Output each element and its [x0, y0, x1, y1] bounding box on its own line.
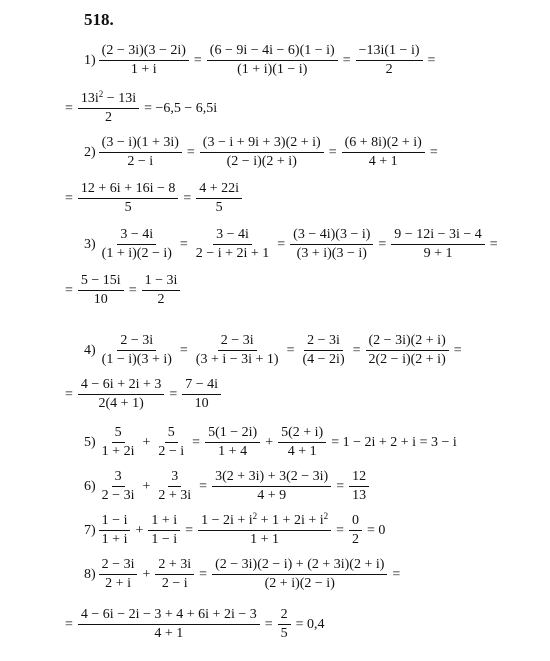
- solution-line: [84, 558, 403, 591]
- denominator: (1 + i)(1 − i): [237, 62, 308, 77]
- numerator: 7 − 4i: [182, 378, 221, 395]
- denominator: 5: [124, 200, 132, 215]
- expression-text: =: [429, 144, 438, 160]
- denominator: 9 + 1: [423, 246, 453, 261]
- fraction: [99, 334, 175, 367]
- fraction: [99, 426, 138, 459]
- expression-text: =: [336, 522, 345, 538]
- solution-line: [62, 182, 244, 215]
- expression-text: =: [277, 236, 286, 252]
- expression-text: +: [135, 522, 144, 538]
- numerator: 4 − 6i − 2i − 3 + 4 + 6i + 2i − 3: [78, 608, 260, 625]
- denominator: 2 + 3i: [158, 488, 192, 503]
- numerator: 2 − 3i: [117, 334, 156, 351]
- expression-text: =: [65, 282, 73, 298]
- expression-text: = −6,5 − 6,5i: [144, 100, 218, 116]
- denominator: (3 + i − 3i + 1): [195, 352, 279, 367]
- expression-text: =: [128, 282, 137, 298]
- problem-number: 518.: [84, 10, 114, 29]
- expression-text: =: [342, 52, 351, 68]
- fraction: [391, 228, 484, 261]
- expression-text: =: [489, 236, 498, 252]
- fraction: [99, 228, 175, 261]
- item-number: 8): [84, 566, 96, 582]
- fraction: [182, 378, 221, 411]
- fraction: [278, 608, 291, 641]
- expression-text: = 1 − 2i + 2 + i = 3 − i: [331, 434, 457, 450]
- denominator: 2: [385, 62, 393, 77]
- fraction: [155, 558, 194, 591]
- fraction: [99, 136, 182, 169]
- denominator: 2 − i: [161, 576, 188, 591]
- item-number: 1): [84, 52, 96, 68]
- fraction: [278, 426, 326, 459]
- fraction: [207, 44, 338, 77]
- expression-text: =: [453, 342, 462, 358]
- numerator: 12: [349, 470, 369, 487]
- expression-text: =: [336, 478, 345, 494]
- denominator: (1 + i)(2 − i): [101, 246, 172, 261]
- fraction: [349, 470, 369, 503]
- expression-text: =: [183, 190, 192, 206]
- numerator: 2 − 3i: [99, 558, 138, 575]
- numerator: 12 + 6i + 16i − 8: [78, 182, 178, 199]
- expression-text: =: [427, 52, 436, 68]
- numerator: 0: [349, 514, 362, 531]
- numerator: $13i^2 - 13i$: [78, 92, 139, 109]
- fraction: [142, 274, 181, 307]
- denominator: (2 − i)(2 + i): [226, 154, 297, 169]
- numerator: 3: [112, 470, 125, 487]
- denominator: 2: [157, 292, 165, 307]
- fraction: [300, 334, 348, 367]
- denominator: 1 + i: [101, 532, 128, 547]
- denominator: 13: [352, 488, 367, 503]
- denominator: 5: [280, 626, 288, 641]
- fraction: [78, 274, 124, 307]
- denominator: 2 − 3i: [101, 488, 135, 503]
- fraction: [155, 470, 194, 503]
- solution-line: [84, 136, 441, 169]
- expression-text: =: [65, 616, 73, 632]
- expression-text: =: [169, 386, 178, 402]
- expression-text: +: [142, 478, 151, 494]
- numerator: 5: [165, 426, 178, 443]
- fraction: [212, 470, 331, 503]
- expression-text: =: [199, 566, 208, 582]
- denominator: 10: [194, 396, 209, 411]
- expression-text: =: [185, 522, 194, 538]
- numerator: 4 + 22i: [196, 182, 242, 199]
- fraction: [193, 334, 282, 367]
- denominator: 1 + 1: [250, 532, 280, 547]
- numerator: 3 − 4i: [117, 228, 156, 245]
- denominator: 4 + 1: [287, 444, 317, 459]
- item-number: 7): [84, 522, 96, 538]
- numerator: 4 − 6i + 2i + 3: [78, 378, 164, 395]
- numerator: 5 − 15i: [78, 274, 124, 291]
- denominator: 2(4 + 1): [98, 396, 144, 411]
- numerator: 1 − i: [99, 514, 131, 531]
- numerator: $1 - 2i + i^2 + 1 + 2i + i^2$: [198, 514, 331, 531]
- expression-text: =: [65, 100, 73, 116]
- expression-text: =: [192, 434, 201, 450]
- denominator: 4 + 1: [368, 154, 398, 169]
- denominator: 2: [105, 110, 112, 125]
- denominator: 1 + 2i: [101, 444, 135, 459]
- expression-text: =: [179, 236, 188, 252]
- fraction: [290, 228, 373, 261]
- denominator: 2 − i + 2i + 1: [195, 246, 270, 261]
- expression-text: =: [186, 144, 195, 160]
- denominator: 1 + 4: [218, 444, 248, 459]
- expression-text: =: [179, 342, 188, 358]
- denominator: 10: [93, 292, 108, 307]
- numerator: −13i(1 − i): [356, 44, 423, 61]
- expression-text: =: [286, 342, 295, 358]
- denominator: 2 + i: [105, 576, 131, 591]
- denominator: 4 + 9: [257, 488, 287, 503]
- denominator: 1 − i: [151, 532, 178, 547]
- numerator: 1 − 3i: [142, 274, 181, 291]
- item-number: 2): [84, 144, 96, 160]
- numerator: 2: [278, 608, 291, 625]
- denominator: 2 − i: [127, 154, 154, 169]
- denominator: 5: [215, 200, 223, 215]
- expression-text: =: [392, 566, 401, 582]
- denominator: 2(2 − i)(2 + i): [368, 352, 446, 367]
- solution-line: [84, 44, 438, 77]
- numerator: 3: [168, 470, 181, 487]
- expression-text: =: [328, 144, 337, 160]
- expression-text: +: [142, 434, 151, 450]
- item-number: 6): [84, 478, 96, 494]
- denominator: (2 + i)(2 − i): [264, 576, 335, 591]
- denominator: (3 + i)(3 − i): [296, 246, 367, 261]
- solution-line: [62, 89, 220, 125]
- fraction: [196, 182, 242, 215]
- numerator: (3 − i + 9i + 3)(2 + i): [200, 136, 324, 153]
- expression-text: =: [378, 236, 387, 252]
- item-number: 3): [84, 236, 96, 252]
- solution-line: [62, 274, 182, 307]
- denominator: 2 − i: [158, 444, 185, 459]
- numerator: 2 − 3i: [304, 334, 343, 351]
- fraction: [205, 426, 260, 459]
- expression-text: = 0,4: [295, 616, 325, 632]
- denominator: 4 + 1: [154, 626, 184, 641]
- fraction: [155, 426, 187, 459]
- numerator: 2 − 3i: [218, 334, 257, 351]
- solution-line: [62, 378, 223, 411]
- fraction: [198, 511, 331, 547]
- solution-line: [84, 334, 465, 367]
- solution-line: [62, 608, 328, 641]
- fraction: [78, 182, 178, 215]
- solution-line: [84, 228, 501, 261]
- numerator: (3 − 4i)(3 − i): [290, 228, 373, 245]
- numerator: 5(2 + i): [278, 426, 326, 443]
- item-number: 4): [84, 342, 96, 358]
- fraction: [212, 558, 387, 591]
- expression-text: +: [142, 566, 151, 582]
- fraction: [193, 228, 272, 261]
- numerator: (3 − i)(1 + 3i): [99, 136, 182, 153]
- numerator: 1 + i: [148, 514, 180, 531]
- fraction: [78, 378, 164, 411]
- fraction: [366, 334, 449, 367]
- fraction: [356, 44, 423, 77]
- denominator: (1 − i)(3 + i): [101, 352, 172, 367]
- numerator: 5: [112, 426, 125, 443]
- numerator: (6 − 9i − 4i − 6)(1 − i): [207, 44, 338, 61]
- fraction: [99, 470, 138, 503]
- denominator: 1 + i: [130, 62, 157, 77]
- expression-text: +: [265, 434, 274, 450]
- numerator: (6 + 8i)(2 + i): [342, 136, 425, 153]
- numerator: 5(1 − 2i): [205, 426, 260, 443]
- denominator: 2: [352, 532, 360, 547]
- numerator: (2 − 3i)(2 + i): [366, 334, 449, 351]
- expression-text: =: [65, 386, 73, 402]
- numerator: 3(2 + 3i) + 3(2 − 3i): [212, 470, 331, 487]
- numerator: 9 − 12i − 3i − 4: [391, 228, 484, 245]
- numerator: 2 + 3i: [155, 558, 194, 575]
- fraction: [349, 514, 362, 547]
- expression-text: =: [193, 52, 202, 68]
- item-number: 5): [84, 434, 96, 450]
- solution-line: [84, 511, 388, 547]
- expression-text: = 0: [367, 522, 386, 538]
- denominator: (4 − 2i): [302, 352, 345, 367]
- fraction: [200, 136, 324, 169]
- fraction: [78, 89, 139, 125]
- expression-text: =: [264, 616, 273, 632]
- fraction: [99, 514, 131, 547]
- fraction: [148, 514, 180, 547]
- fraction: [99, 558, 138, 591]
- expression-text: =: [352, 342, 361, 358]
- fraction: [342, 136, 425, 169]
- numerator: (2 − 3i)(2 − i) + (2 + 3i)(2 + i): [212, 558, 387, 575]
- expression-text: =: [65, 190, 73, 206]
- numerator: 3 − 4i: [213, 228, 252, 245]
- expression-text: =: [199, 478, 208, 494]
- numerator: (2 − 3i)(3 − 2i): [99, 44, 189, 61]
- fraction: [78, 608, 260, 641]
- fraction: [99, 44, 189, 77]
- solution-line: [84, 470, 371, 503]
- solution-line: [84, 426, 460, 459]
